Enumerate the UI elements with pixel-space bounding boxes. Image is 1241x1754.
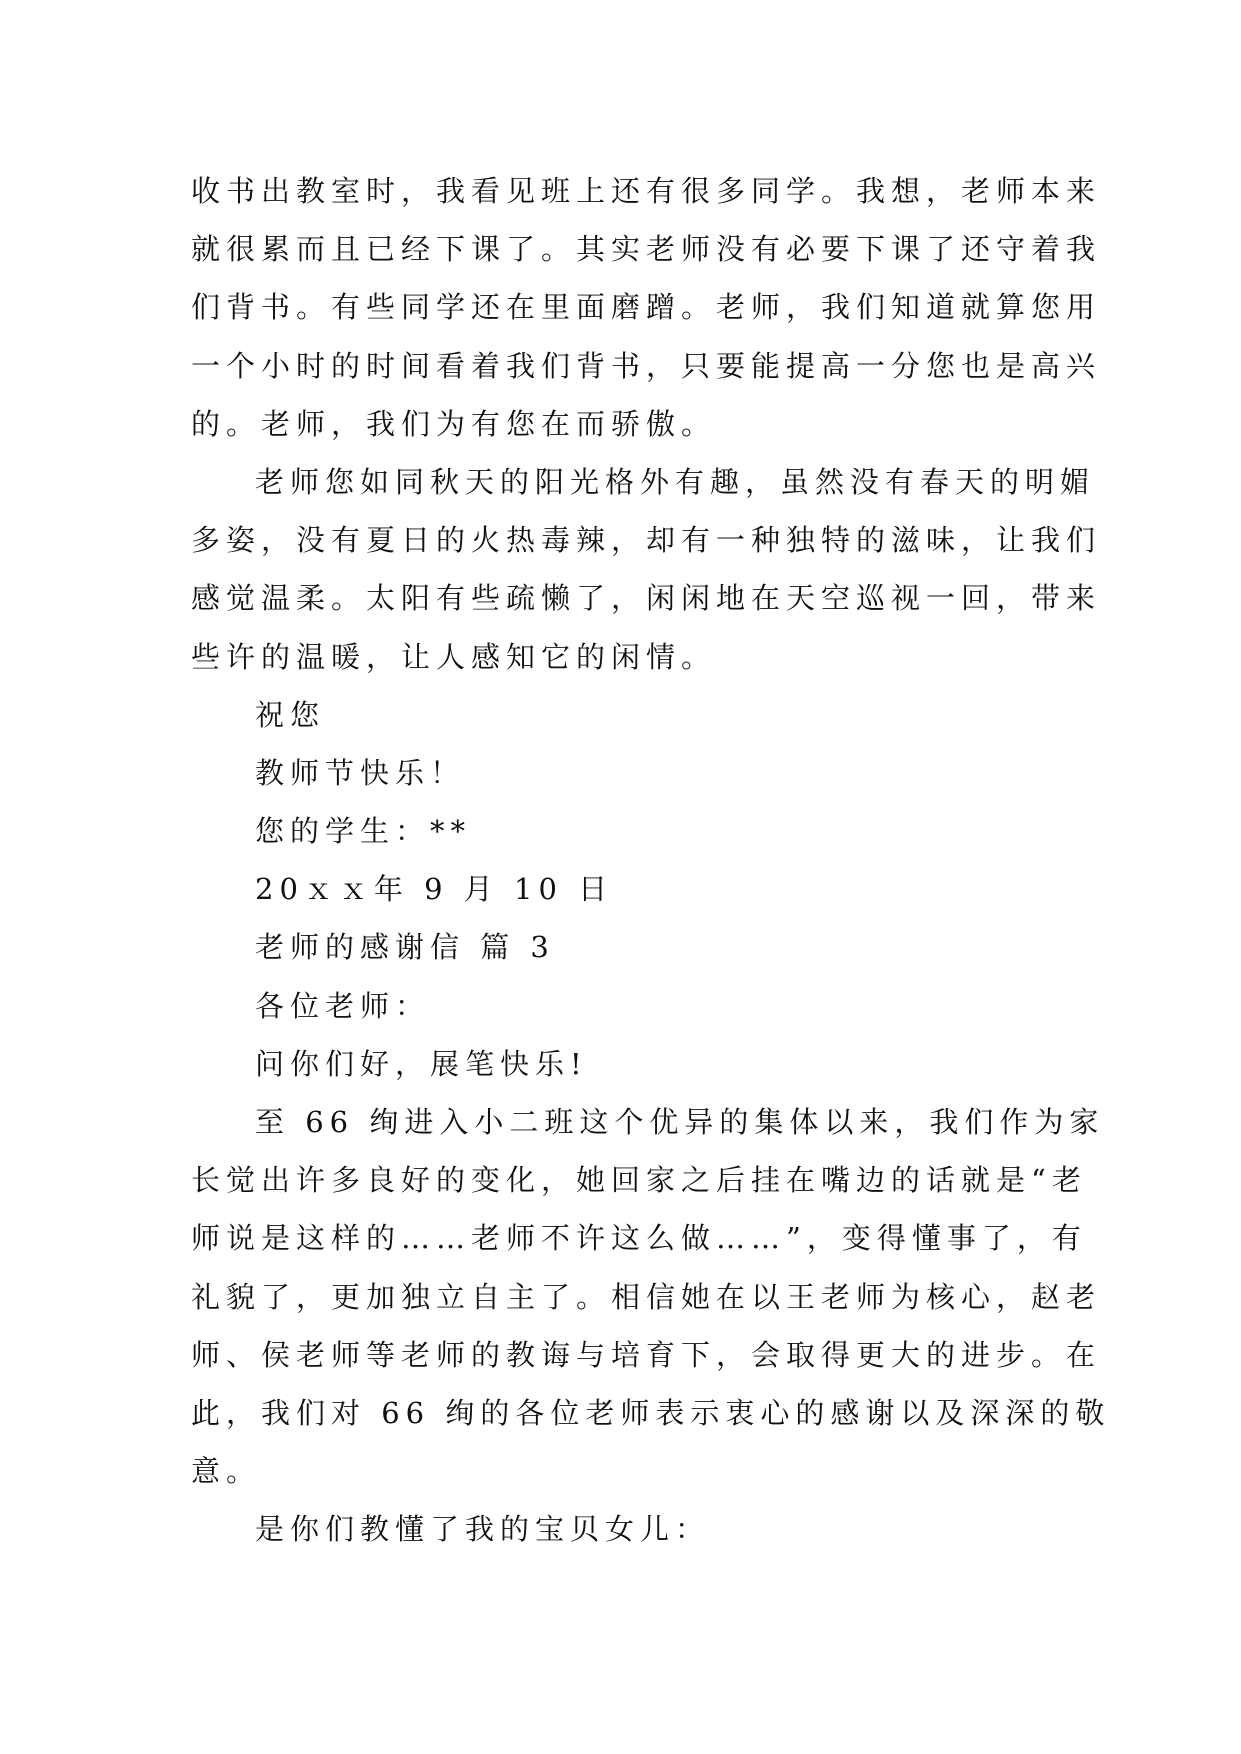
closing-wish: 教师节快乐！: [255, 755, 466, 790]
text-line: 些许的温暖，让人感知它的闲情。: [191, 639, 717, 674]
text-line: 感觉温柔。太阳有些疏懒了，闲闲地在天空巡视一回，带来: [191, 581, 1102, 616]
text-line: 多姿，没有夏日的火热毒辣，却有一种独特的滋味，让我们: [191, 523, 1102, 558]
text-line: 收书出教室时，我看见班上还有很多同学。我想，老师本来: [191, 174, 1102, 208]
salutation: 各位老师：: [255, 988, 431, 1023]
letter-body: [191, 162, 1111, 1559]
signature: 您的学生：**: [255, 814, 472, 849]
text-line: 老师您如同秋天的阳光格外有趣，虽然没有春天的明媚: [255, 464, 1096, 499]
text-line: 师、侯老师等老师的教诲与培育下，会取得更大的进步。在: [191, 1337, 1102, 1372]
text-line: 意。: [191, 1454, 262, 1489]
text-line: 长觉出许多良好的变化，她回家之后挂在嘴边的话就是“老: [191, 1163, 1087, 1198]
text-line: 师说是这样的……老师不许这么做……”，变得懂事了，有: [191, 1221, 1087, 1256]
text-line: 是你们教懂了我的宝贝女儿：: [255, 1512, 711, 1547]
date: 20ｘｘ年 9 月 10 日: [255, 872, 614, 907]
greeting-line: 问你们好，展笔快乐!: [255, 1046, 588, 1081]
text-line: 的。老师，我们为有您在而骄傲。: [191, 406, 717, 441]
text-line: 就很累而且已经下课了。其实老师没有必要下课了还守着我: [191, 232, 1102, 267]
closing-greeting: 祝您: [255, 697, 326, 732]
text-line: 此，我们对 66 绚的各位老师表示衷心的感谢以及深深的敬: [191, 1395, 1111, 1430]
text-line: 一个小时的时间看着我们背书，只要能提高一分您也是高兴: [191, 348, 1102, 383]
text-line: 至 66 绚进入小二班这个优异的集体以来，我们作为家: [255, 1105, 1105, 1139]
section-title: 老师的感谢信 篇 3: [255, 930, 555, 965]
text-line: 礼貌了，更加独立自主了。相信她在以王老师为核心，赵老: [191, 1279, 1102, 1314]
text-line: 们背书。有些同学还在里面磨蹭。老师，我们知道就算您用: [191, 290, 1102, 325]
